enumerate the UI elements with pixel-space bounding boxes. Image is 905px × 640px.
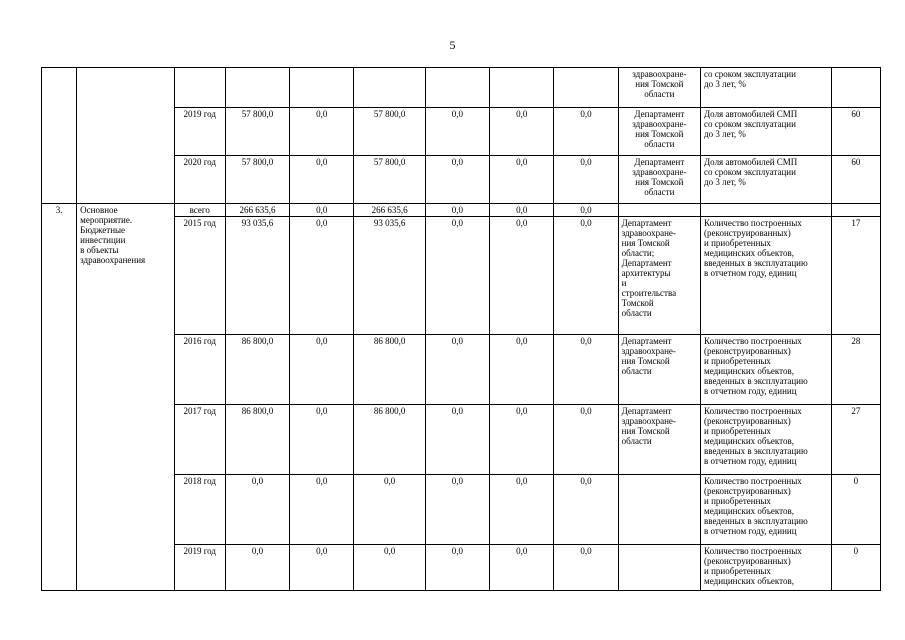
fed-cell [290,68,354,108]
total-cell: 93 035,6 [225,217,289,335]
extra-cell: 0,0 [554,545,618,591]
total-cell: 266 635,6 [225,204,289,217]
page-clip [0,592,905,640]
fed-cell: 0,0 [290,108,354,156]
indicator-cell: Количество построенных (реконструированных) и приобретенных медицинских объектов, введенных в эксплуатацию в отчетном году, единиц [701,217,832,335]
executor-cell: Департамент здравоохране- ния Томской области [618,108,700,156]
total-cell: 0,0 [225,545,289,591]
fed-cell: 0,0 [290,204,354,217]
year-cell: 2017 год [174,405,225,475]
value-cell: 0 [831,545,880,591]
row-number-cell: 3. [42,204,77,591]
executor-cell [618,475,700,545]
oth-cell: 0,0 [490,335,554,405]
loc-cell: 0,0 [425,335,489,405]
loc-cell: 0,0 [425,545,489,591]
executor-cell: Департамент здравоохране- ния Томской области [618,335,700,405]
loc-cell: 0,0 [425,156,489,204]
year-cell: 2015 год [174,217,225,335]
reg-cell: 57 800,0 [354,156,425,204]
executor-cell [618,545,700,591]
year-cell: 2020 год [174,156,225,204]
value-cell: 28 [831,335,880,405]
reg-cell: 93 035,6 [354,217,425,335]
program-table [41,67,881,591]
total-cell: 57 800,0 [225,108,289,156]
reg-cell: 0,0 [354,475,425,545]
loc-cell: 0,0 [425,405,489,475]
extra-cell: 0,0 [554,217,618,335]
loc-cell: 0,0 [425,217,489,335]
year-cell: 2016 год [174,335,225,405]
indicator-cell [701,204,832,217]
oth-cell [490,68,554,108]
value-cell: 0 [831,475,880,545]
reg-cell: 266 635,6 [354,204,425,217]
indicator-cell: Количество построенных (реконструированных) и приобретенных медицинских объектов, введенных в эксплуатацию в отчетном году, единиц [701,405,832,475]
table-row [42,204,881,217]
activity-name-cell [77,68,174,204]
value-cell [831,68,880,108]
extra-cell: 0,0 [554,405,618,475]
total-cell: 0,0 [225,475,289,545]
row-number-cell [42,68,77,204]
page-number: 5 [449,38,456,52]
oth-cell: 0,0 [490,217,554,335]
year-cell [174,68,225,108]
total-cell: 57 800,0 [225,156,289,204]
indicator-cell: Количество построенных (реконструированных) и приобретенных медицинских объектов, введенных в эксплуатацию в отчетном году, единиц [701,335,832,405]
value-cell [831,204,880,217]
value-cell: 17 [831,217,880,335]
reg-cell [354,68,425,108]
loc-cell [425,68,489,108]
extra-cell: 0,0 [554,156,618,204]
executor-cell [618,204,700,217]
oth-cell: 0,0 [490,475,554,545]
extra-cell: 0,0 [554,475,618,545]
extra-cell: 0,0 [554,335,618,405]
executor-cell: Департамент здравоохране- ния Томской области [618,156,700,204]
executor-cell: здравоохране- ния Томской области [618,68,700,108]
reg-cell: 86 800,0 [354,405,425,475]
fed-cell: 0,0 [290,156,354,204]
loc-cell: 0,0 [425,204,489,217]
fed-cell: 0,0 [290,217,354,335]
executor-cell: Департамент здравоохране- ния Томской области [618,405,700,475]
indicator-cell: Количество построенных (реконструированных) и приобретенных медицинских объектов, [701,545,832,591]
oth-cell: 0,0 [490,156,554,204]
extra-cell: 0,0 [554,204,618,217]
oth-cell: 0,0 [490,545,554,591]
loc-cell: 0,0 [425,108,489,156]
reg-cell: 86 800,0 [354,335,425,405]
indicator-cell: со сроком эксплуатации до 3 лет, % [701,68,832,108]
table-row [42,68,881,108]
year-cell: всего [174,204,225,217]
total-cell: 86 800,0 [225,405,289,475]
extra-cell [554,68,618,108]
executor-cell: Департамент здравоохране- ния Томской области; Департамент архитектуры и строительства Томской области [618,217,700,335]
activity-name-cell: Основное мероприятие. Бюджетные инвестиции в объекты здравоохранения [77,204,174,591]
fed-cell: 0,0 [290,545,354,591]
reg-cell: 57 800,0 [354,108,425,156]
loc-cell: 0,0 [425,475,489,545]
fed-cell: 0,0 [290,405,354,475]
indicator-cell: Доля автомобилей СМП со сроком эксплуатации до 3 лет, % [701,156,832,204]
year-cell: 2019 год [174,108,225,156]
oth-cell: 0,0 [490,108,554,156]
year-cell: 2018 год [174,475,225,545]
reg-cell: 0,0 [354,545,425,591]
oth-cell: 0,0 [490,405,554,475]
total-cell: 86 800,0 [225,335,289,405]
fed-cell: 0,0 [290,475,354,545]
total-cell [225,68,289,108]
year-cell: 2019 год [174,545,225,591]
value-cell: 60 [831,108,880,156]
oth-cell: 0,0 [490,204,554,217]
indicator-cell: Количество построенных (реконструированных) и приобретенных медицинских объектов, введенных в эксплуатацию в отчетном году, единиц [701,475,832,545]
value-cell: 27 [831,405,880,475]
extra-cell: 0,0 [554,108,618,156]
indicator-cell: Доля автомобилей СМП со сроком эксплуатации до 3 лет, % [701,108,832,156]
fed-cell: 0,0 [290,335,354,405]
table-body [42,68,881,591]
value-cell: 60 [831,156,880,204]
